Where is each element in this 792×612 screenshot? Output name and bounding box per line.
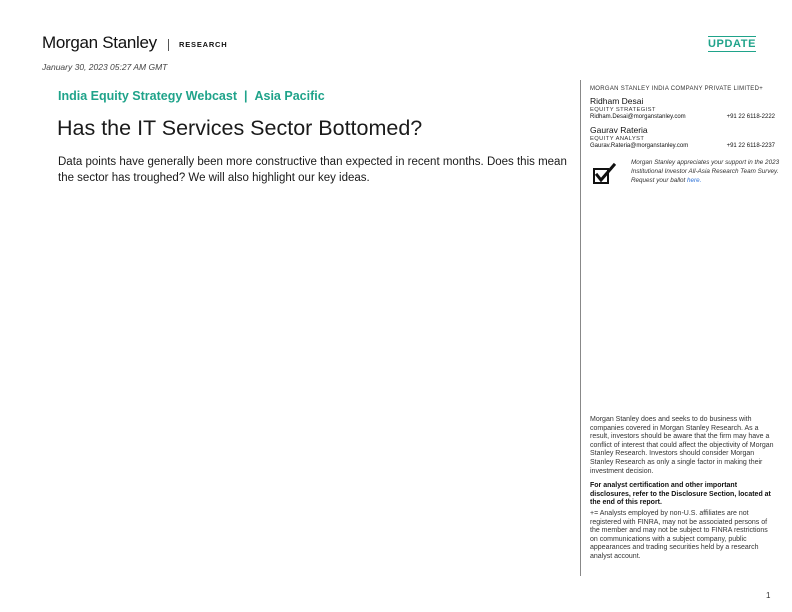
report-kicker [58, 89, 325, 103]
disclaimer-conflict: Morgan Stanley does and seeks to do business with companies covered in Morgan Stanley Research. As a result, investors should be aware that the firm may have a conflict of interest that could affect the objectivity of Morgan Stanley Research. Investors should consider Morgan Stanley Research as only a single factor in making their investment decision. [590, 416, 774, 475]
disclaimer-disclosures: For analyst certification and other important disclosures, refer to the Disclosure Section, located at the end of this report. [590, 482, 771, 507]
analyst-card [590, 125, 780, 149]
analyst-role: EQUITY ANALYST [590, 136, 645, 142]
kicker-series: India Equity Strategy Webcast [58, 89, 237, 103]
ballot-notice-text: Morgan Stanley appreciates your support in the 2023 Institutional Investor All-Asia Research Team Survey. Request your ballot [631, 159, 780, 184]
analyst-name: Gaurav Rateria [590, 125, 648, 135]
kicker-separator: | [243, 89, 248, 103]
page-number: 1 [766, 591, 771, 600]
report-title: Has the IT Services Sector Bottomed? [57, 116, 423, 140]
analyst-phone: +91 22 6118-2222 [726, 114, 775, 120]
report-summary: Data points have generally been more constructive than expected in recent months. Does this mean the sector has troughed? We will also highlight our key ideas. [58, 156, 567, 184]
ballot-notice [631, 159, 781, 185]
update-badge: UPDATE [708, 38, 757, 50]
kicker-region: Asia Pacific [254, 89, 325, 103]
analyst-card [590, 96, 780, 120]
brand-logo: Morgan Stanley [42, 33, 157, 52]
ballot-check-icon [592, 162, 616, 186]
brand-sub-label: RESEARCH [179, 40, 228, 49]
analyst-contact [590, 114, 775, 120]
logo-divider [168, 39, 169, 51]
analyst-name: Ridham Desai [590, 96, 644, 106]
company-name: MORGAN STANLEY INDIA COMPANY PRIVATE LIMITED+ [590, 86, 764, 92]
ballot-link[interactable]: here. [687, 176, 702, 184]
analyst-email[interactable]: Gaurav.Rateria@morganstanley.com [590, 143, 689, 149]
analyst-phone: +91 22 6118-2237 [726, 143, 775, 149]
analyst-role: EQUITY STRATEGIST [590, 107, 656, 113]
analyst-contact [590, 143, 775, 149]
publish-date: January 30, 2023 05:27 AM GMT [42, 62, 168, 72]
disclaimer-finra: += Analysts employed by non-U.S. affiliates are not registered with FINRA, may not be associated persons of the member and may not be subject to FINRA restrictions on communications with a subject company, public appearances and trading securities held by a research analyst account. [590, 510, 768, 560]
sidebar-divider [580, 80, 581, 576]
analyst-email[interactable]: Ridham.Desai@morganstanley.com [590, 114, 686, 120]
